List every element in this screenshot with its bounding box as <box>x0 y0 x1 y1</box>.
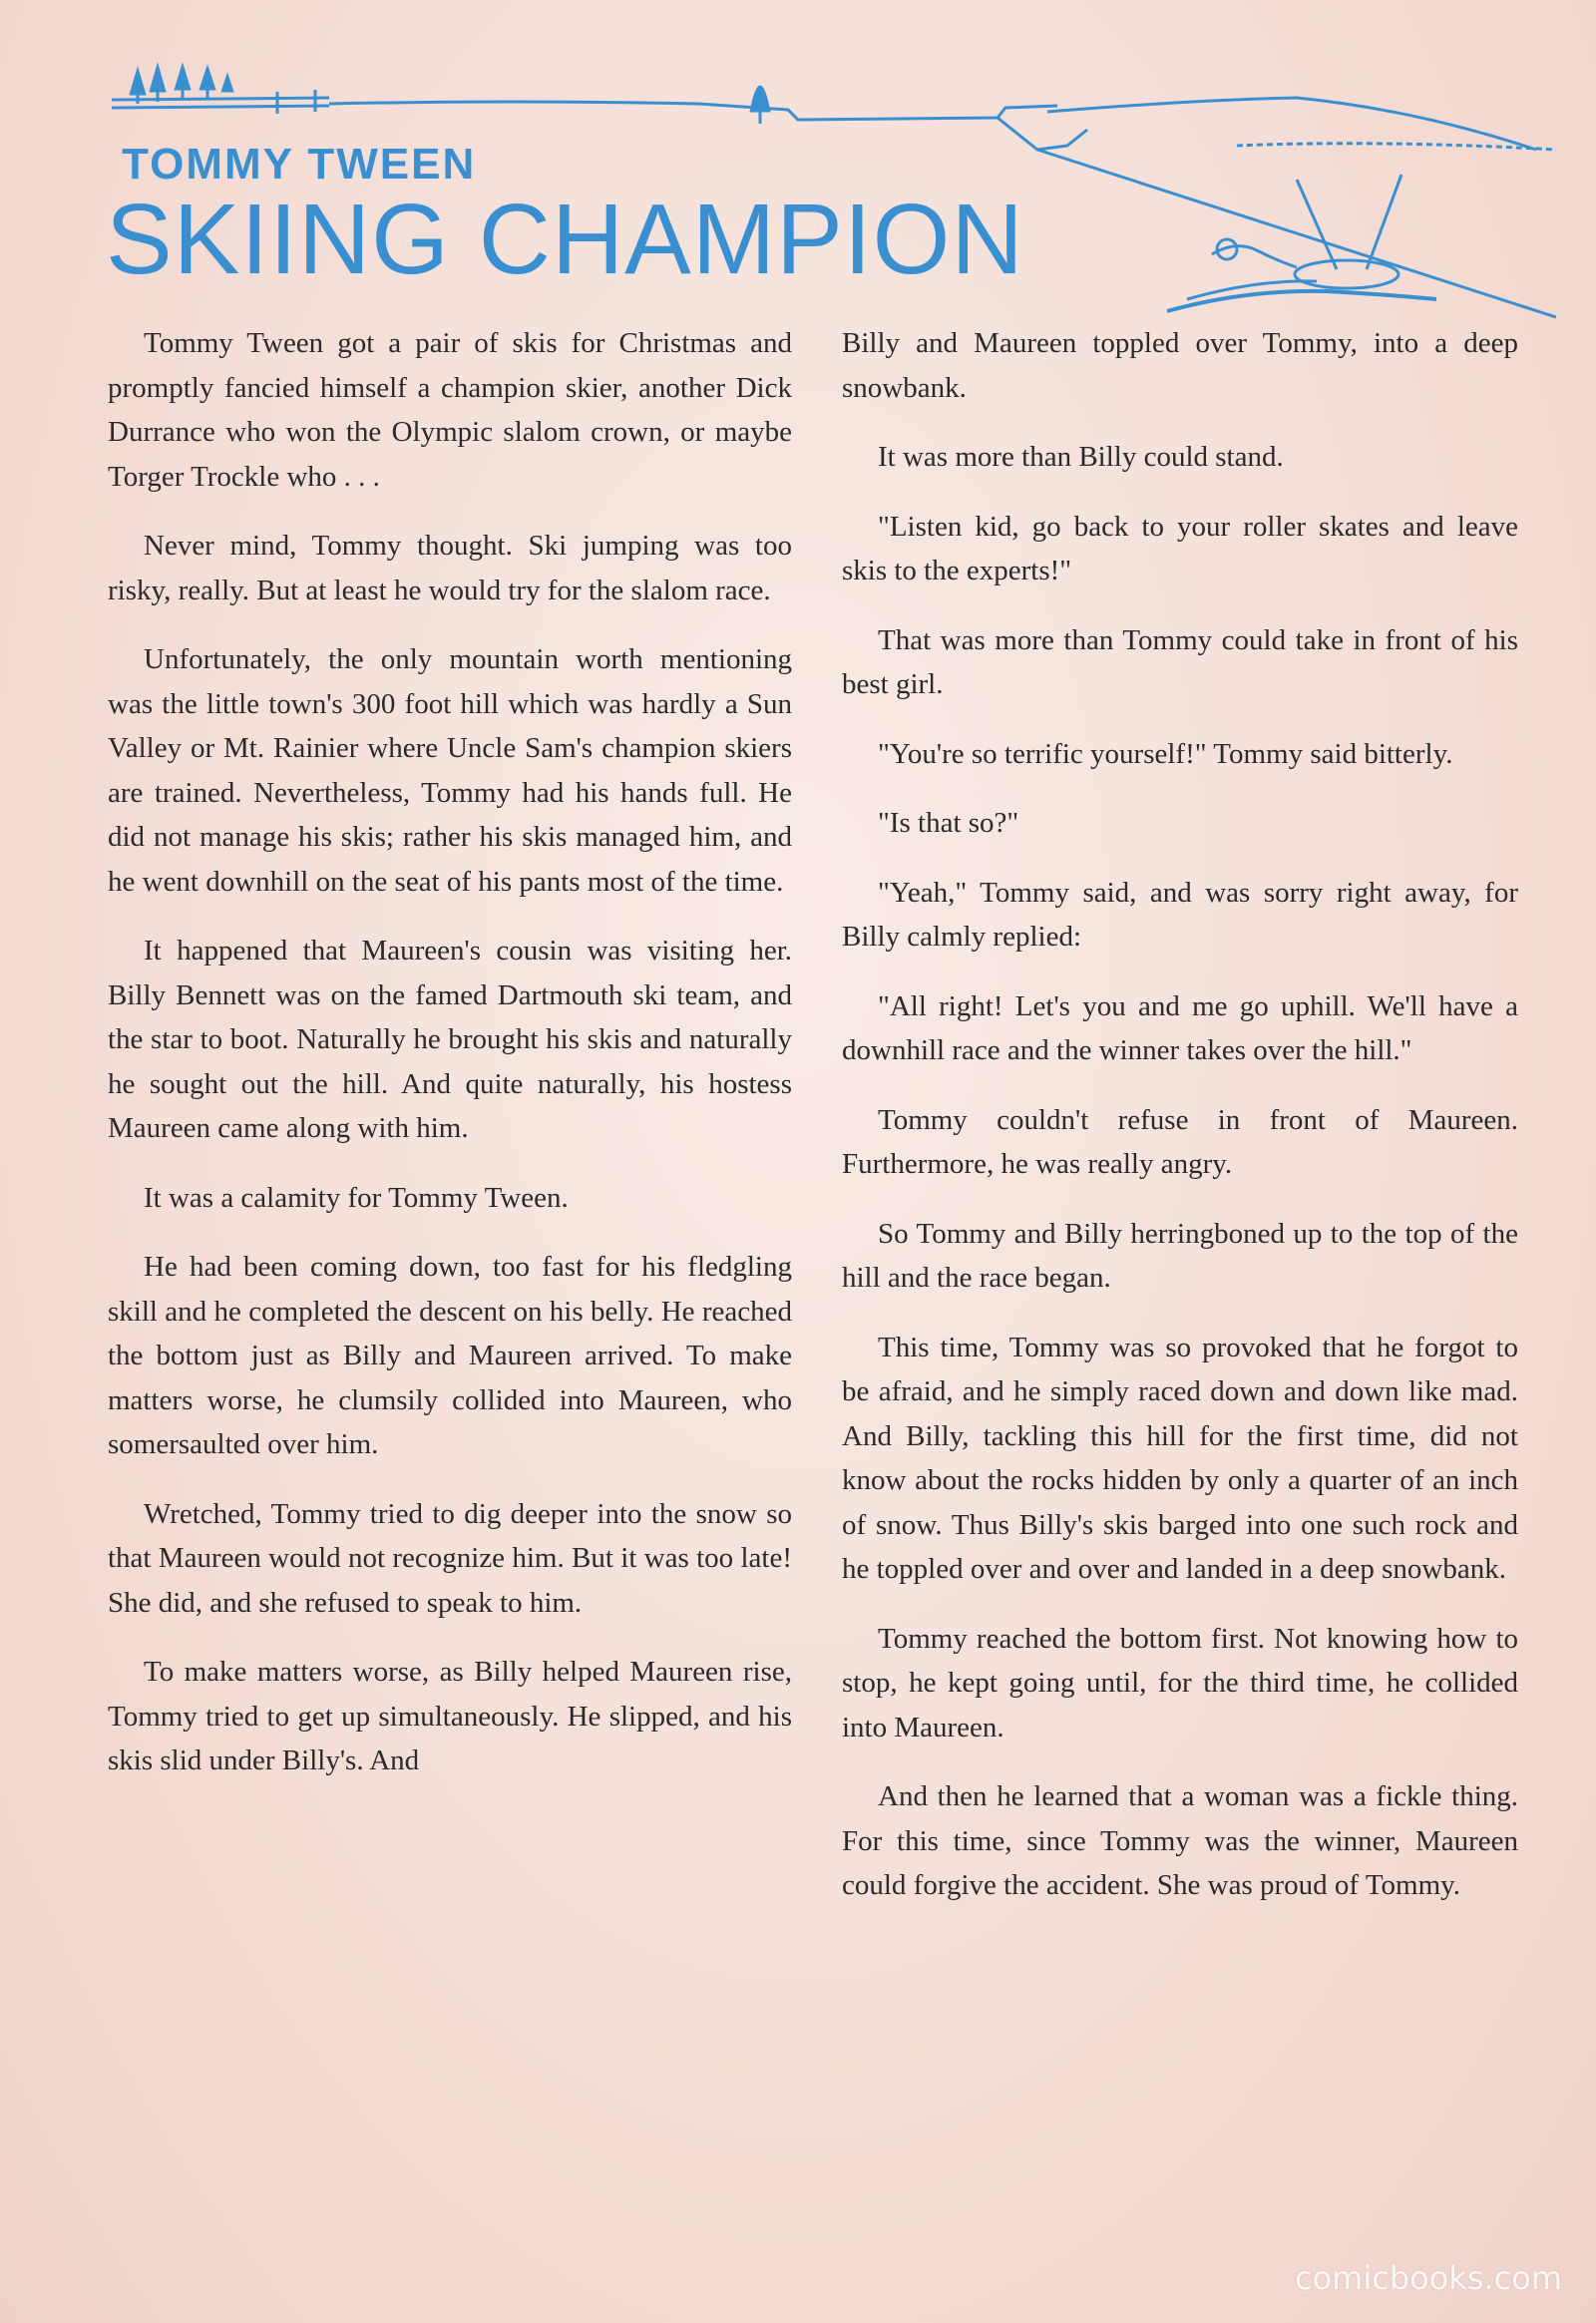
paragraph: He had been coming down, too fast for his fledgling skill and he completed the descent on his belly. He reached the bottom just as Billy and Maureen arrived. To make matters worse, he clumsily collided into Maureen, who somersaulted over him. <box>108 1251 792 1460</box>
paragraph: It was a calamity for Tommy Tween. <box>144 1181 569 1214</box>
pine-trees-icon <box>130 64 770 124</box>
paragraph: Tommy reached the bottom first. Not knowing how to stop, he kept going until, for the third time, he collided into Maureen. <box>842 1622 1518 1743</box>
paragraph: It was more than Billy could stand. <box>878 441 1284 473</box>
paragraph: It happened that Maureen's cousin was visiting her. Billy Bennett was on the famed Dartmouth ski team, and the star to boot. Naturally he brought his skis and naturally he sought out the hill. And quite naturally, his hostess Maureen came along with him. <box>108 935 792 1144</box>
paragraph: Unfortunately, the only mountain worth mentioning was the little town's 300 foot hill which was hardly a Sun Valley or Mt. Rainier where Uncle Sam's champion skiers are trained. Nevertheless, Tommy had his hands full. He did not manage his skis; rather his skis managed him, and he went downhill on the seat of his pants most of the time. <box>108 643 792 898</box>
paragraph: "Is that so?" <box>878 807 1019 839</box>
paragraph: "Yeah," Tommy said, and was sorry right away, for Billy calmly replied: <box>842 876 1518 953</box>
paragraph: And then he learned that a woman was a fickle thing. For this time, since Tommy was the winner, Maureen could forgive the accident. She was proud of Tommy. <box>842 1780 1518 1901</box>
header-illustration <box>0 0 1596 319</box>
paragraph: Tommy couldn't refuse in front of Maureen. Furthermore, he was really angry. <box>842 1103 1518 1180</box>
paragraph: Billy and Maureen toppled over Tommy, into a deep snowbank. <box>842 327 1518 404</box>
paragraph: Never mind, Tommy thought. Ski jumping was too risky, really. But at least he would try for the slalom race. <box>108 530 792 606</box>
paragraph: Tommy Tween got a pair of skis for Christmas and promptly fancied himself a champion skier, another Dick Durrance who won the Olympic slalom crown, or maybe Torger Trockle who . . . <box>108 327 792 493</box>
paragraph: So Tommy and Billy herringboned up to the top of the hill and the race began. <box>842 1217 1518 1294</box>
paragraph: "You're so terrific yourself!" Tommy said bitterly. <box>878 737 1453 770</box>
paragraph: This time, Tommy was so provoked that he forgot to be afraid, and he simply raced down and down like mad. And Billy, tackling this hill for the first time, did not know about the rocks hidden by only a quarter of an inch of snow. Thus Billy's skis barged into one such rock and he toppled over and over and landed in a deep snowbank. <box>842 1331 1518 1585</box>
paragraph: That was more than Tommy could take in front of his best girl. <box>842 623 1518 700</box>
left-column <box>108 321 792 1808</box>
article-title: SKIING CHAMPION <box>106 184 1024 295</box>
fallen-skier-icon <box>1167 175 1436 311</box>
paragraph: To make matters worse, as Billy helped Maureen rise, Tommy tried to get up simultaneously. He slipped, and his skis slid under Billy's. And <box>108 1656 792 1776</box>
right-column <box>842 321 1518 1933</box>
article-supertitle: TOMMY TWEEN <box>122 140 477 189</box>
site-watermark: comicbooks.com <box>1294 2259 1562 2297</box>
paragraph: "Listen kid, go back to your roller skates and leave skis to the experts!" <box>842 510 1518 586</box>
paragraph: Wretched, Tommy tried to dig deeper into the snow so that Maureen would not recognize him. But it was too late! She did, and she refused to speak to him. <box>108 1497 792 1619</box>
paragraph: "All right! Let's you and me go uphill. We'll have a downhill race and the winner takes over the hill." <box>842 989 1518 1066</box>
